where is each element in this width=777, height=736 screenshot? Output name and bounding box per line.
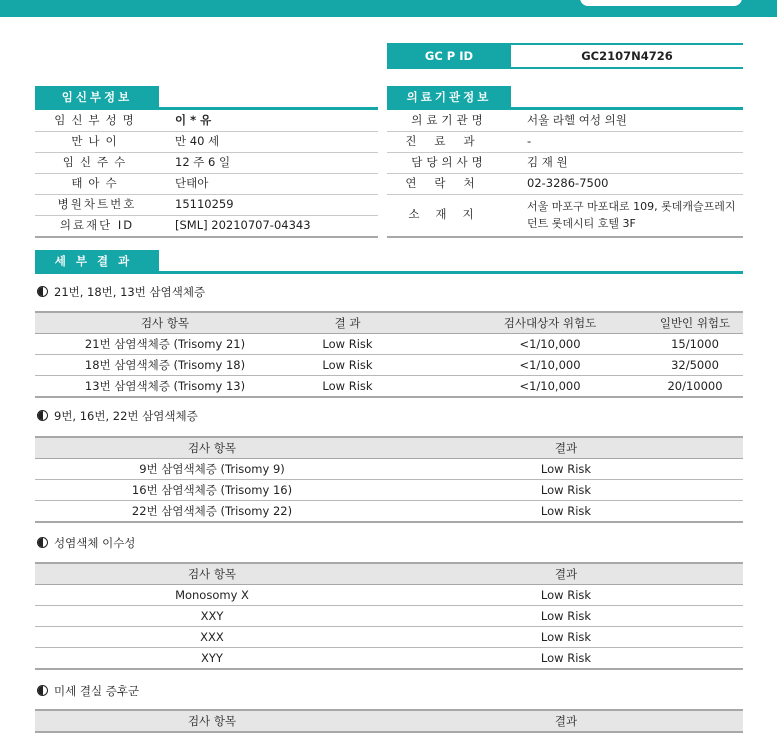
- patient-key: 의료재단 ID: [59, 218, 135, 232]
- patient-row: [35, 152, 378, 174]
- table-header: [35, 311, 743, 334]
- detail-results-title: 세부결과: [35, 250, 159, 272]
- table-row: [35, 648, 743, 670]
- cell: 22번 삼염색체증 (Trisomy 22): [131, 504, 293, 518]
- trisomy-main-table: [35, 311, 743, 398]
- cell: <1/10,000: [519, 379, 581, 393]
- section-title: [37, 683, 139, 699]
- patient-value: 12 주 6 일: [175, 155, 231, 169]
- section-title-text: 미세 결실 증후군: [54, 684, 140, 698]
- patient-name-value: 이 * 유: [175, 113, 212, 127]
- header-cell: 검사대상자 위험도: [503, 316, 597, 330]
- header-bar: [0, 0, 777, 17]
- header-cell: 결과: [554, 714, 578, 728]
- cell: Low Risk: [540, 462, 592, 476]
- cell: <1/10,000: [519, 358, 581, 372]
- patient-value: [SML] 20210707-04343: [175, 218, 311, 232]
- cell: Low Risk: [540, 504, 592, 518]
- section-title: [37, 408, 198, 424]
- patient-key: 임신부성명: [54, 113, 140, 127]
- clinic-info-title: 의료기관정보: [387, 86, 511, 108]
- cell: Low Risk: [540, 483, 592, 497]
- table-row: [35, 376, 743, 398]
- table-row: [35, 459, 743, 480]
- section-title: [37, 535, 135, 551]
- table-row: [35, 355, 743, 376]
- clinic-value: 02-3286-7500: [527, 176, 609, 190]
- cell: XXX: [200, 630, 224, 644]
- cell: Low Risk: [540, 588, 592, 602]
- clinic-row: [387, 152, 743, 174]
- patient-key: 병원차트번호: [57, 197, 137, 211]
- section-title-text: 9번, 16번, 22번 삼염색체증: [54, 409, 198, 423]
- header-cell: 일반인 위험도: [659, 316, 731, 330]
- clinic-key: 의료기관명: [411, 113, 487, 127]
- gcp-id-box: [387, 43, 743, 69]
- cell: 20/10000: [667, 379, 723, 393]
- patient-row: [35, 194, 378, 216]
- gcp-id-label: GC P ID: [387, 45, 511, 67]
- header-cell: 검사 항목: [140, 316, 190, 330]
- patient-value: 15110259: [175, 197, 234, 211]
- cell: 15/1000: [671, 337, 719, 351]
- section-title: [37, 284, 205, 300]
- half-circle-icon: [37, 537, 48, 548]
- header-cell: 결과: [554, 567, 578, 581]
- sex-chromosome-table: [35, 562, 743, 670]
- clinic-row: [387, 173, 743, 195]
- clinic-location-value: 서울 마포구 마포대로 109, 롯데캐슬프레지던트 롯데시티 호텔 3F: [527, 200, 736, 230]
- patient-key: 태아수: [71, 176, 123, 190]
- cell: 21번 삼염색체증 (Trisomy 21): [84, 337, 246, 351]
- table-header: [35, 709, 743, 733]
- half-circle-icon: [37, 286, 48, 297]
- trisomy-other-table: [35, 436, 743, 523]
- patient-key: 임신주수: [62, 155, 132, 169]
- patient-row: [35, 173, 378, 195]
- header-cell: 검사 항목: [187, 567, 237, 581]
- cell: XXY: [200, 609, 224, 623]
- clinic-location-row: [387, 194, 743, 238]
- cell: Low Risk: [322, 379, 373, 393]
- cell: Low Risk: [540, 630, 592, 644]
- clinic-key: 연락처: [405, 176, 493, 190]
- patient-row: [35, 131, 378, 153]
- patient-key: 만나이: [71, 134, 123, 148]
- cell: 16번 삼염색체증 (Trisomy 16): [131, 483, 293, 497]
- cell: 18번 삼염색체증 (Trisomy 18): [84, 358, 246, 372]
- table-row: [35, 334, 743, 355]
- table-row: [35, 480, 743, 501]
- cell: Low Risk: [322, 358, 373, 372]
- header-pill: [580, 0, 742, 6]
- header-cell: 검사 항목: [187, 441, 237, 455]
- table-row: [35, 606, 743, 627]
- clinic-row: [387, 110, 743, 132]
- cell: Low Risk: [540, 609, 592, 623]
- cell: 32/5000: [671, 358, 719, 372]
- microdeletion-table: [35, 709, 743, 733]
- cell: XYY: [201, 651, 223, 665]
- clinic-value: 김 재 원: [527, 155, 568, 169]
- patient-row: [35, 215, 378, 238]
- patient-row: [35, 110, 378, 132]
- patient-info-title: 임신부정보: [35, 86, 159, 108]
- cell: Monosomy X: [175, 588, 249, 602]
- header-cell: 결 과: [334, 316, 361, 330]
- cell: <1/10,000: [519, 337, 581, 351]
- half-circle-icon: [37, 410, 48, 421]
- table-row: [35, 501, 743, 523]
- clinic-key: 담당의사명: [411, 155, 487, 169]
- table-row: [35, 585, 743, 606]
- gcp-id-value: GC2107N4726: [581, 49, 673, 63]
- section-title-text: 성염색체 이수성: [54, 536, 136, 550]
- section-title-text: 21번, 18번, 13번 삼염색체증: [54, 285, 206, 299]
- table-row: [35, 627, 743, 648]
- header-cell: 검사 항목: [187, 714, 237, 728]
- table-header: [35, 436, 743, 459]
- patient-value: 단태아: [175, 176, 209, 190]
- detail-results-rule: [35, 271, 743, 274]
- clinic-value: -: [527, 134, 532, 148]
- cell: Low Risk: [322, 337, 373, 351]
- clinic-row: [387, 131, 743, 153]
- header-cell: 결과: [554, 441, 578, 455]
- cell: 9번 삼염색체증 (Trisomy 9): [139, 462, 285, 476]
- half-circle-icon: [37, 685, 48, 696]
- clinic-value: 서울 라헬 여성 의원: [527, 113, 627, 127]
- clinic-key: 소재지: [408, 207, 490, 221]
- table-header: [35, 562, 743, 585]
- cell: Low Risk: [540, 651, 592, 665]
- cell: 13번 삼염색체증 (Trisomy 13): [84, 379, 246, 393]
- clinic-key: 진료과: [405, 134, 493, 148]
- patient-value: 만 40 세: [175, 134, 220, 148]
